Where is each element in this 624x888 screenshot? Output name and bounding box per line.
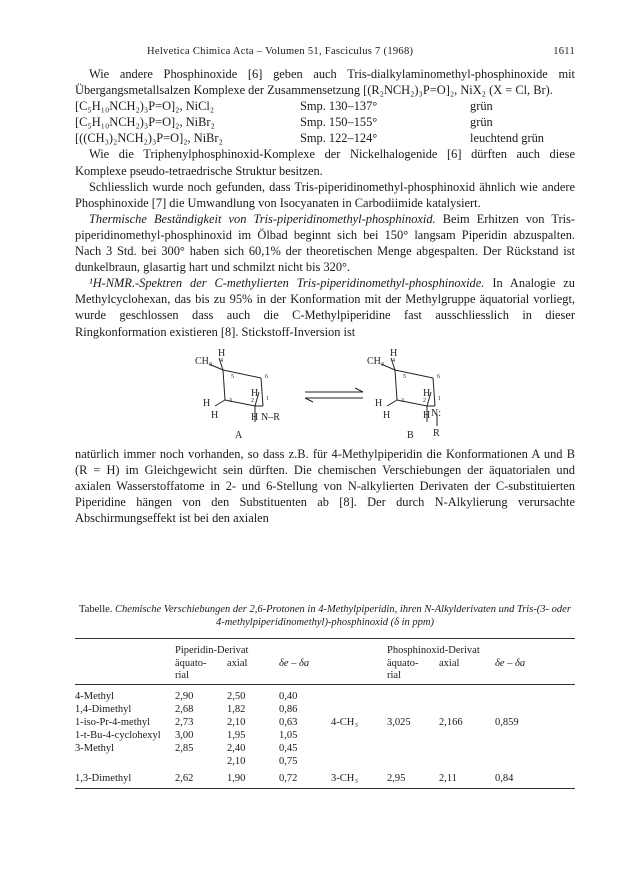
position-label: 5 bbox=[231, 373, 234, 380]
column-header-equatorial-cont: rial bbox=[175, 670, 189, 681]
ring-bond bbox=[433, 378, 435, 406]
ring-bond bbox=[223, 370, 225, 400]
h-label: H bbox=[218, 347, 226, 359]
conformation-figure bbox=[75, 348, 575, 440]
complex-row bbox=[75, 98, 575, 114]
conformation-diagram bbox=[75, 348, 575, 440]
column-header-axial: axial bbox=[227, 658, 248, 669]
compound-name: 3-Methyl bbox=[75, 743, 115, 754]
shift-difference: 0,75 bbox=[279, 756, 298, 767]
table-rule-header bbox=[75, 684, 575, 685]
phosphinoxide-shift-difference: 0,84 bbox=[495, 773, 514, 784]
position-label: 3 bbox=[229, 397, 232, 404]
n-r-label: N–R bbox=[261, 411, 280, 423]
position-label: 1 bbox=[266, 395, 269, 402]
shift-equatorial: 2,73 bbox=[175, 717, 194, 728]
h-label: H bbox=[251, 387, 259, 399]
ring-bond bbox=[223, 370, 261, 378]
phosphinoxide-shift-equatorial: 3,025 bbox=[387, 717, 411, 728]
ring-bond bbox=[395, 370, 397, 400]
complex-melting-point: Smp. 130–137° bbox=[300, 99, 378, 114]
shift-axial: 1,82 bbox=[227, 704, 246, 715]
position-label: 6 bbox=[437, 373, 440, 380]
arrow-head bbox=[305, 398, 313, 402]
ch3-label: CH₃ bbox=[195, 355, 213, 367]
complex-row bbox=[75, 130, 575, 146]
shift-axial: 1,90 bbox=[227, 773, 246, 784]
phosphinoxide-substituent: 4-CH₃ bbox=[331, 717, 358, 728]
section-title-nmr: ¹H-NMR.-Spektren der C-methylierten Tris-piperidinomethyl-phosphinoxide. bbox=[89, 276, 485, 291]
position-label: 6 bbox=[265, 373, 268, 380]
column-header-difference: δe – δa bbox=[495, 658, 526, 669]
phosphinoxide-shift-axial: 2,166 bbox=[439, 717, 463, 728]
thermal-text: Beim Erhitzen von Tris-piperidinomethyl-phosphinoxid im Ölbad beginnt sich bei 150° langsam Piperidin abzuspalten. Nach 3 Std. bei 300° haben sich 60,1% der theoretischen Menge abgespalten. Der Rückstand ist dunkelbraun, glasartig hart und schmilzt nicht bis 320°. bbox=[75, 211, 575, 275]
compound-name: 4-Methyl bbox=[75, 691, 115, 702]
h-label: H bbox=[251, 411, 259, 423]
shift-difference: 0,63 bbox=[279, 717, 298, 728]
h-label: H bbox=[203, 397, 211, 409]
complex-list bbox=[75, 98, 575, 146]
nmr-text: In Analogie zu Methylcyclohexan, das bis zu 95% in der Konformation mit der Methylgruppe äquatorial vorliegt, wurde geschlossen dass auch die C-Methylpiperidine fast ausschliesslich in dieser Ringkonformation existieren [8]. Stickstoff-Inversion ist bbox=[75, 276, 575, 339]
shift-axial: 2,10 bbox=[227, 717, 246, 728]
h-label: H bbox=[390, 347, 398, 359]
position-label: 2 bbox=[423, 397, 426, 404]
shift-equatorial: 3,00 bbox=[175, 730, 194, 741]
compound-name: 1-t-Bu-4-cyclohexyl bbox=[75, 730, 161, 741]
h-label: H bbox=[423, 409, 431, 421]
table-caption bbox=[75, 603, 575, 629]
column-header-axial: axial bbox=[439, 658, 460, 669]
main-text bbox=[75, 66, 575, 526]
ch3-label: CH₃ bbox=[367, 355, 385, 367]
shift-equatorial: 2,90 bbox=[175, 691, 194, 702]
h-label: H bbox=[211, 409, 219, 421]
table-caption-text: Chemische Verschiebungen der 2,6-Protonen in 4-Methylpiperidin, ihren N-Alkylderivaten und Tris-(3- oder 4-methylpiperidinomethyl)-phosphinoxid (δ in ppm) bbox=[115, 604, 571, 628]
shift-equatorial: 2,85 bbox=[175, 743, 194, 754]
h-label: H bbox=[375, 397, 383, 409]
table-caption-label: Tabelle. bbox=[79, 604, 113, 615]
paragraph-tetrahedral: Wie die Triphenylphosphinoxid-Komplexe der Nickelhalogenide [6] dürften auch diese Komplexe pseudo-tetraedrische Struktur besitzen. bbox=[75, 147, 575, 178]
substituent-bond bbox=[215, 400, 225, 406]
shift-difference: 0,86 bbox=[279, 704, 298, 715]
shift-equatorial: 2,68 bbox=[175, 704, 194, 715]
phosphinoxide-shift-difference: 0,859 bbox=[495, 717, 519, 728]
arrow-head bbox=[355, 388, 363, 392]
complex-formula: [C₅H₁₀NCH₂)₃P=O]₂, NiBr₂ bbox=[75, 115, 215, 130]
compound-name: 1-iso-Pr-4-methyl bbox=[75, 717, 151, 728]
column-group-phosphinoxide: Phosphinoxid-Derivat bbox=[387, 645, 480, 656]
complex-formula: [((CH₃)₂NCH₂)₃P=O]₂, NiBr₂ bbox=[75, 131, 223, 146]
running-title: Helvetica Chimica Acta – Volumen 51, Fasciculus 7 (1968) bbox=[147, 46, 414, 57]
column-group-piperidine: Piperidin-Derivat bbox=[175, 645, 249, 656]
position-label: 3 bbox=[401, 397, 404, 404]
table-rule-top bbox=[75, 638, 575, 639]
position-label: 5 bbox=[403, 373, 406, 380]
paragraph-thermal-stability bbox=[75, 211, 575, 275]
complex-color: grün bbox=[470, 115, 493, 130]
shift-difference: 0,45 bbox=[279, 743, 298, 754]
complex-row bbox=[75, 114, 575, 130]
shift-difference: 1,05 bbox=[279, 730, 298, 741]
paragraph-catalysis: Schliesslich wurde noch gefunden, dass Tris-piperidinomethyl-phosphinoxid ähnlich wie andere Phosphinoxide [7] die Umwandlung von Isocyanaten in Carbodiimide katalysiert. bbox=[75, 179, 575, 210]
column-header-equatorial-cont: rial bbox=[387, 670, 401, 681]
phosphinoxide-shift-axial: 2,11 bbox=[439, 773, 457, 784]
substituent-bond bbox=[387, 400, 397, 406]
shift-table bbox=[75, 638, 575, 784]
shift-axial: 1,95 bbox=[227, 730, 246, 741]
phosphinoxide-shift-equatorial: 2,95 bbox=[387, 773, 406, 784]
shift-equatorial: 2,62 bbox=[175, 773, 194, 784]
ring-bond bbox=[395, 370, 433, 378]
h-label: H bbox=[383, 409, 391, 421]
position-label: 4 bbox=[392, 357, 395, 364]
r-label: R bbox=[433, 427, 440, 439]
h-label: H bbox=[423, 387, 431, 399]
position-label: 4 bbox=[220, 357, 223, 364]
complex-formula: [C₅H₁₀NCH₂)₃P=O]₂, NiCl₂ bbox=[75, 99, 215, 114]
complex-color: grün bbox=[470, 99, 493, 114]
conformer-a-label: A bbox=[235, 429, 243, 440]
shift-axial: 2,10 bbox=[227, 756, 246, 767]
phosphinoxide-substituent: 3-CH₃ bbox=[331, 773, 358, 784]
column-header-difference: δe – δa bbox=[279, 658, 310, 669]
complex-color: leuchtend grün bbox=[470, 131, 544, 146]
column-header-equatorial: äquato- bbox=[387, 658, 419, 669]
position-label: 1 bbox=[438, 395, 441, 402]
column-header-equatorial: äquato- bbox=[175, 658, 207, 669]
shift-difference: 0,40 bbox=[279, 691, 298, 702]
position-label: 2 bbox=[251, 397, 254, 404]
conformer-b-label: B bbox=[407, 429, 414, 440]
shift-axial: 2,50 bbox=[227, 691, 246, 702]
paragraph-complexes-intro: Wie andere Phosphinoxide [6] geben auch Tris-dialkylaminomethyl-phosphinoxide mit Übergangsmetallsalzen Komplexe der Zusammensetzung [(R₂NCH₂)₃P=O]₂, NiX₂ (X = Cl, Br). bbox=[75, 67, 575, 98]
compound-name: 1,4-Dimethyl bbox=[75, 704, 132, 715]
paragraph-equilibrium: natürlich immer noch vorhanden, so dass z.B. für 4-Methylpiperidin die Konformationen A und B (R = H) im Gleichgewicht sein dürften. Die chemischen Verschiebungen der äquatorialen und axialen Wasserstoffatome in 2- und 6-Stellung von N-alkylierten Derivaten der C-substituierten Piperidine hängen von den Substituenten ab [8]. Der durch N-Alkylierung verursachte Abschirmungseffekt ist bei den axialen bbox=[75, 446, 575, 525]
n-label: N: bbox=[431, 407, 441, 419]
table-rule-bottom bbox=[75, 788, 575, 789]
paragraph-nmr bbox=[75, 275, 575, 339]
complex-melting-point: Smp. 122–124° bbox=[300, 131, 378, 146]
section-title-thermal: Thermische Beständigkeit von Tris-piperidinomethyl-phosphinoxid. bbox=[89, 211, 436, 226]
complex-melting-point: Smp. 150–155° bbox=[300, 115, 378, 130]
shift-difference: 0,72 bbox=[279, 773, 298, 784]
shift-axial: 2,40 bbox=[227, 743, 246, 754]
compound-name: 1,3-Dimethyl bbox=[75, 773, 132, 784]
ring-bond bbox=[261, 378, 263, 406]
page-number: 1611 bbox=[553, 46, 575, 57]
